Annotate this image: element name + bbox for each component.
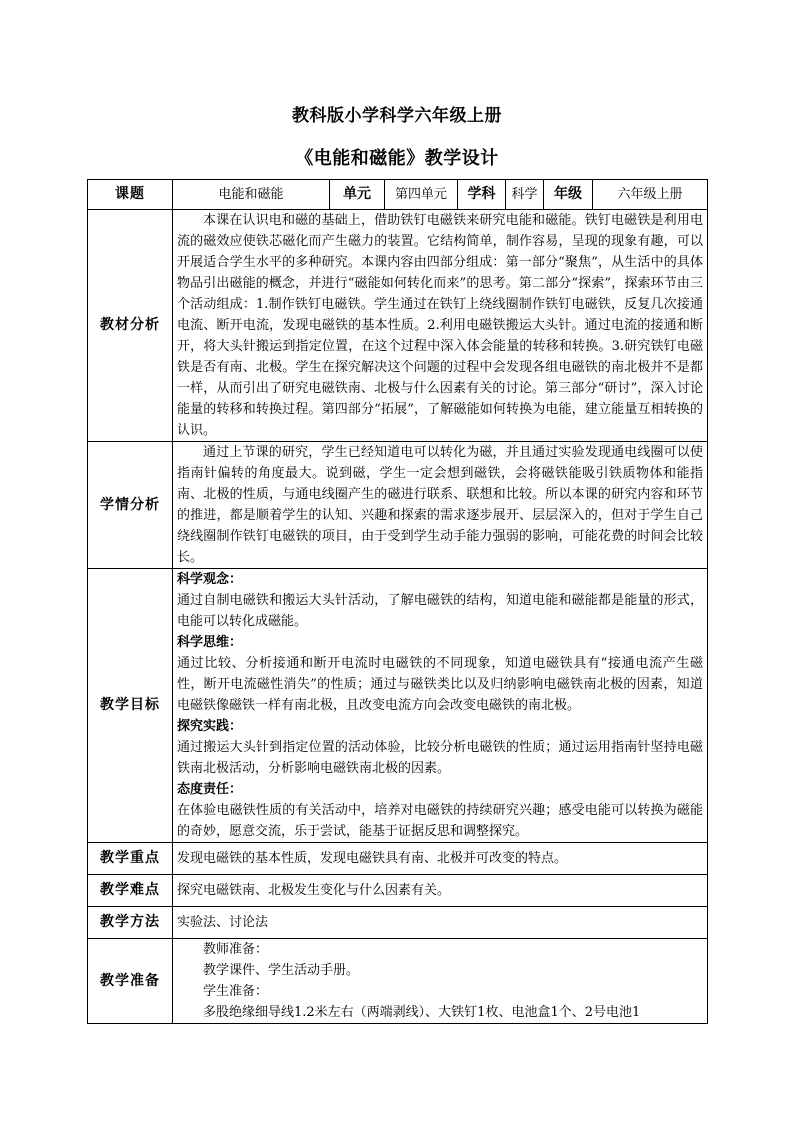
grade-value: 六年级上册 [593,180,708,210]
thinking-heading: 科学思维： [177,635,243,650]
practice-text: 通过搬运大头针到指定位置的活动体验，比较分析电磁铁的性质；通过运用指南针坚持电磁铁南北极活动，分析影响电磁铁南北极的因素。 [177,740,703,776]
practice-heading: 探究实践： [177,719,243,734]
key-points-row [88,843,708,875]
student-analysis-label: 学情分析 [88,442,173,569]
info-row [88,180,708,210]
difficulties-row [88,875,708,907]
methods-text: 实验法、讨论法 [173,907,708,939]
student-prep-heading: 学生准备： [203,984,269,999]
document-title: 教科版小学科学六年级上册 [292,106,502,126]
key-points-label: 教学重点 [88,843,173,875]
lesson-plan-table [87,179,708,1024]
student-prep-text: 多股绝缘细导线1.2米左右（两端剥线）、大铁钉1枚、电池盒1个、2号电池1 [203,1005,641,1020]
attitude-text: 在体验电磁铁性质的有关活动中，培养对电磁铁的持续研究兴趣；感受电能可以转换为磁能的奇妙，愿意交流，乐于尝试，能基于证据反思和调整探究。 [177,803,703,839]
grade-label: 年级 [544,180,593,210]
methods-label: 教学方法 [88,907,173,939]
teacher-prep-heading: 教师准备： [203,942,269,957]
subject-value: 科学 [506,180,544,210]
teaching-goals-row [88,569,708,843]
key-points-text: 发现电磁铁的基本性质，发现电磁铁具有南、北极并可改变的特点。 [173,843,708,875]
teaching-goals-cell [173,569,708,843]
material-analysis-label: 教材分析 [88,210,173,442]
teaching-goals-label: 教学目标 [88,569,173,843]
topic-label: 课题 [88,180,173,210]
student-analysis-row [88,442,708,569]
preparation-row [88,939,708,1024]
unit-label: 单元 [330,180,385,210]
material-analysis-cell [173,210,708,442]
teacher-prep-text: 教学课件、学生活动手册。 [203,963,360,978]
difficulties-label: 教学难点 [88,875,173,907]
subject-label: 学科 [458,180,506,210]
concept-text: 通过自制电磁铁和搬运大头针活动，了解电磁铁的结构，知道电能和磁能都是能量的形式，电能可以转化成磁能。 [177,593,703,629]
material-analysis-text: 本课在认识电和磁的基础上，借助铁钉电磁铁来研究电能和磁能。铁钉电磁铁是利用电流的磁效应使铁芯磁化而产生磁力的装置。它结构简单，制作容易，呈现的现象有趣，可以开展适合学生水平的多种研究。本课内容由四部分组成：第一部分“聚焦”，从生活中的具体物品引出磁能的概念，并进行“磁能如何转化而来”的思考。第二部分“探索”，探索环节由三个活动组成：1.制作铁钉电磁铁。学生通过在铁钉上绕线圈制作铁钉电磁铁，反复几次接通电流、断开电流，发现电磁铁的基本性质。2.利用电磁铁搬运大头针。通过电流的接通和断开，将大头针搬运到指定位置，在这个过程中深入体会能量的转移和转换。3.研究铁钉电磁铁是否有南、北极。学生在探究解决这个问题的过程中会发现各组电磁铁的南北极并不是都一样，从而引出了研究电磁铁南、北极与什么因素有关的讨论。第三部分“研讨”，深入讨论能量的转移和转换过程。第四部分“拓展”，了解磁能如何转换为电能，建立能量互相转换的认识。 [177,213,703,438]
student-analysis-text: 通过上节课的研究，学生已经知道电可以转化为磁，并且通过实验发现通电线圈可以使指南针偏转的角度最大。说到磁，学生一定会想到磁铁，会将磁铁能吸引铁质物体和能指南、北极的性质，与通电线圈产生的磁进行联系、联想和比较。所以本课的研究内容和环节的推进，都是顺着学生的认知、兴趣和探索的需求逐步展开、层层深入的，但对于学生自己绕线圈制作铁钉电磁铁的项目，由于受到学生动手能力强弱的影响，可能花费的时间会比较长。 [177,445,703,565]
preparation-label: 教学准备 [88,939,173,1024]
material-analysis-row [88,210,708,442]
preparation-cell [173,939,708,1024]
lesson-title: 《电能和磁能》教学设计 [295,148,499,169]
thinking-text: 通过比较、分析接通和断开电流时电磁铁的不同现象，知道电磁铁具有“接通电流产生磁性，断开电流磁性消失”的性质；通过与磁铁类比以及归纳影响电磁铁南北极的因素，知道电磁铁像磁铁一样有南北极，且改变电流方向会改变电磁铁的南北极。 [177,656,703,713]
difficulties-text: 探究电磁铁南、北极发生变化与什么因素有关。 [173,875,708,907]
unit-value: 第四单元 [385,180,458,210]
attitude-heading: 态度责任： [177,782,243,797]
topic-value: 电能和磁能 [173,180,330,210]
methods-row [88,907,708,939]
student-analysis-cell [173,442,708,569]
concept-heading: 科学观念： [177,572,243,587]
